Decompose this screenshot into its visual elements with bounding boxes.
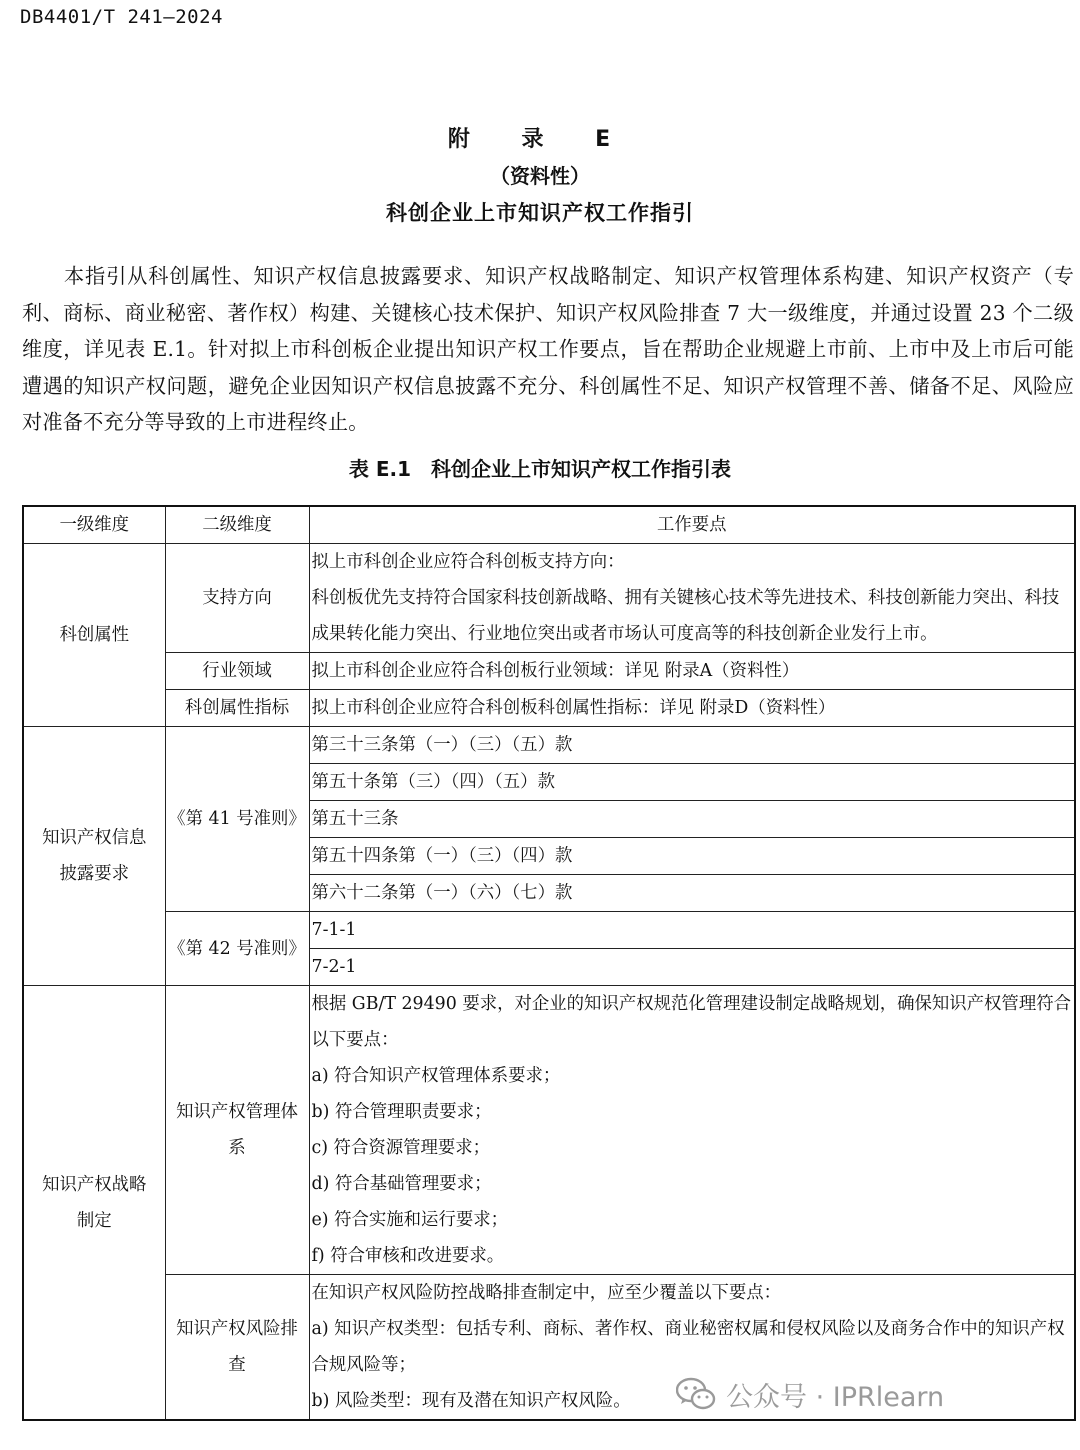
points-cell: 7-1-1: [309, 912, 1075, 949]
header-level2: 二级维度: [165, 506, 309, 544]
points-cell: 7-2-1: [309, 949, 1075, 986]
intro-paragraph: 本指引从科创属性、知识产权信息披露要求、知识产权战略制定、知识产权管理体系构建、知识产权资产（专利、商标、商业秘密、著作权）构建、关键核心技术保护、知识产权风险排查 7 大一级维度，并通过设置 23 个二级维度，详见表 E.1。针对拟上市科创板企业提出知识产权工作要点，旨在帮助企业规避上市前、上市中及上市后可能遭遇的知识产权问题，避免企业因知识产权信息披露不充分、科创属性不足、知识产权管理不善、储备不足、风险应对准备不充分等导致的上市进程终止。: [22, 264, 1074, 434]
level2-cell: 《第 42 号准则》: [165, 912, 309, 986]
table-row: [23, 544, 1075, 653]
points-cell: 第五十三条: [309, 801, 1075, 838]
level2-cell: 科创属性指标: [165, 690, 309, 727]
points-cell: 拟上市科创企业应符合科创板支持方向： 科创板优先支持符合国家科技创新战略、拥有关键核心技术等先进技术、科技创新能力突出、科技成果转化能力突出、行业地位突出或者市场认可度高等的科技创新企业发行上市。: [309, 544, 1075, 653]
watermark-text: 公众号 · IPRlearn: [726, 1381, 945, 1413]
table-row: [23, 986, 1075, 1275]
points-cell: 第三十三条第（一）（三）（五）款: [309, 727, 1075, 764]
level1-cell: 知识产权战略 制定: [23, 986, 165, 1421]
guide-table: [22, 505, 1076, 1421]
level2-cell: 《第 41 号准则》: [165, 727, 309, 912]
watermark: [670, 1372, 950, 1416]
wechat-icon: [676, 1377, 716, 1411]
points-cell: 拟上市科创企业应符合科创板行业领域：详见 附录A（资料性）: [309, 653, 1075, 690]
table-body: [23, 544, 1075, 1421]
document-number: DB4401/T 241—2024: [20, 6, 223, 28]
appendix-title: 科创企业上市知识产权工作指引: [386, 201, 694, 225]
table-header-row: [23, 506, 1075, 544]
table-row: [23, 727, 1075, 764]
points-cell: 根据 GB/T 29490 要求，对企业的知识产权规范化管理建设制定战略规划，确保知识产权管理符合以下要点： a) 符合知识产权管理体系要求； b) 符合管理职责要求； c) 符合资源管理要求； d) 符合基础管理要求； e) 符合实施和运行要求； f) 符合审核和改进要求。: [309, 986, 1075, 1275]
appendix-nature: （资料性）: [490, 164, 590, 188]
table-caption: 表 E.1 科创企业上市知识产权工作指引表: [348, 457, 732, 481]
level2-cell: 行业领域: [165, 653, 309, 690]
table-row: [23, 653, 1075, 690]
header-level1: 一级维度: [23, 506, 165, 544]
points-cell: 在知识产权风险防控战略排查制定中，应至少覆盖以下要点： a) 知识产权类型：包括专利、商标、著作权、商业秘密权属和侵权风险以及商务合作中的知识产权合规风险等； b) 风险类型：现有及潜在知识产权风险。: [309, 1275, 1075, 1421]
level1-cell: 知识产权信息 披露要求: [23, 727, 165, 986]
level2-cell: 支持方向: [165, 544, 309, 653]
table-row: [23, 690, 1075, 727]
level1-cell: 科创属性: [23, 544, 165, 727]
points-cell: 第五十条第（三）（四）（五）款: [309, 764, 1075, 801]
appendix-label: 附 录 E: [447, 127, 633, 152]
points-cell: 第五十四条第（一）（三）（四）款: [309, 838, 1075, 875]
points-cell: 拟上市科创企业应符合科创板科创属性指标：详见 附录D（资料性）: [309, 690, 1075, 727]
table-row: [23, 912, 1075, 949]
points-cell: 第六十二条第（一）（六）（七）款: [309, 875, 1075, 912]
level2-cell: 知识产权风险排查: [165, 1275, 309, 1421]
header-points: 工作要点: [309, 506, 1075, 544]
level2-cell: 知识产权管理体系: [165, 986, 309, 1275]
